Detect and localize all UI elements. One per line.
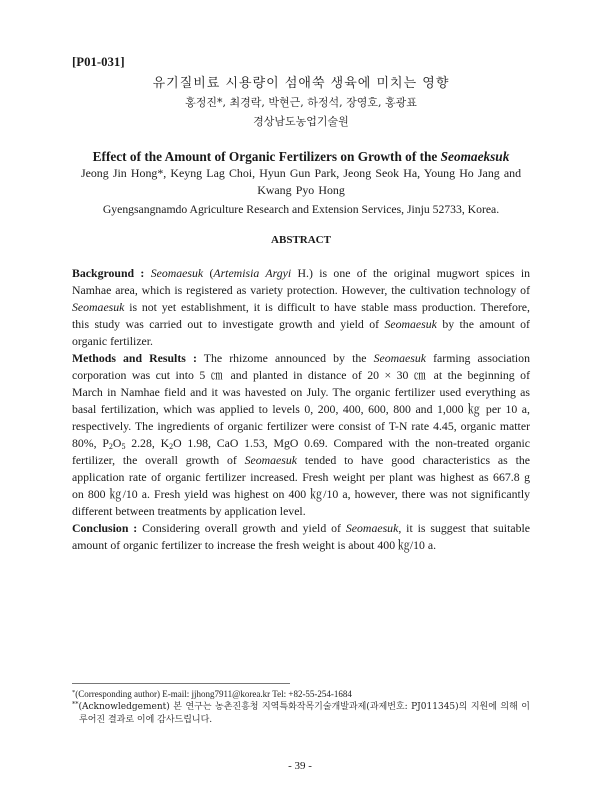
abstract-line xyxy=(72,282,530,299)
affiliation-korean: 경상남도농업기술원 xyxy=(253,115,349,128)
footnote-text: (Acknowledgement) 본 연구는 농촌진흥청 지역특화작목기술개발과제(과제번호: PJ011345)의 지원에 의해 이 xyxy=(78,702,530,712)
authors-english-line: Jeong Jin Hong*, Keyng Lag Choi, Hyun Gun Park, Jeong Seok Ha, Young Ho Jang and xyxy=(80,166,522,180)
abstract-text: application rate of organic fertilizer increased. Fresh weight per plant was highest as 667.8 g xyxy=(72,470,530,484)
abstract-text: tended to have good characteristics as the xyxy=(297,453,530,467)
abstract-line xyxy=(72,316,530,333)
subscript: 2 xyxy=(169,442,174,451)
title-korean: 유기질비료 시용량이 섬애쑥 생육에 미치는 영향 xyxy=(152,76,450,91)
abstract-text: on 800 ㎏/10 a. Fresh yield was highest on 400 ㎏/10 a, however, there was not significantly xyxy=(72,487,530,501)
footnote-mark: ** xyxy=(72,700,79,708)
abstract-line xyxy=(72,401,530,418)
abstract-line xyxy=(72,350,530,367)
abstract-line xyxy=(72,384,530,401)
abstract-text: respectively. The ingredients of organic fertilizer were consist of T-N rate 4.45, organic matter xyxy=(72,419,530,433)
abstract-line xyxy=(72,333,530,350)
abstract-line xyxy=(72,537,530,554)
abstract-text: O xyxy=(112,436,122,450)
abstract-text: 80%, P xyxy=(72,436,109,450)
abstract-line xyxy=(72,435,530,452)
abstract-text: is not yet establishment, it is difficult to have stable mass production. Therefore, xyxy=(124,300,530,314)
footnote-line xyxy=(72,701,530,714)
abstract-line xyxy=(72,486,530,503)
abstract-text: by the amount of xyxy=(436,317,530,331)
authors-english xyxy=(72,165,530,199)
paper-code: [P01-031] xyxy=(72,55,125,69)
footnote-corresponding-author xyxy=(72,688,530,701)
title-english-main: Effect of the Amount of Organic Fertilizers on Growth of the xyxy=(92,149,441,164)
abstract-text: this study was carried out to investigate growth and yield of xyxy=(72,317,385,331)
footnote-text: (Corresponding author) E-mail: jjhong7911@korea.kr Tel: +82-55-254-1684 xyxy=(75,689,352,699)
abstract-text: March in Namhae field and it was havested on July. The organic fertilizer used everything as xyxy=(72,385,530,399)
abstract-line xyxy=(72,520,530,537)
subscript: 5 xyxy=(121,442,126,451)
abstract-line xyxy=(72,469,530,486)
italic-term: Seomaesuk xyxy=(384,317,437,331)
footnote-text: 루어진 결과로 이에 감사드립니다. xyxy=(79,715,213,725)
abstract-text: ( xyxy=(203,266,214,280)
title-english xyxy=(72,148,530,166)
background-label: Background : xyxy=(72,266,145,280)
abstract-text: basal fertilization, which was applied to levels 0, 200, 400, 600, 800 and 1,000 ㎏ per 10 a, xyxy=(72,402,530,416)
abstract-text: 2.28, K xyxy=(125,436,170,450)
italic-term: Seomaesuk xyxy=(72,300,125,314)
abstract-text: The rhizome announced by the xyxy=(203,351,374,365)
abstract-text: H.) is one of the original mugwort spices in xyxy=(291,266,530,280)
abstract-text: fertilizer, the overall growth of xyxy=(72,453,245,467)
authors-english-line: Kwang Pyo Hong xyxy=(257,183,345,197)
abstract-body xyxy=(72,265,530,554)
italic-term: Seomaesuk xyxy=(244,453,298,467)
methods-label: Methods and Results : xyxy=(72,351,197,365)
abstract-line xyxy=(72,418,530,435)
footnote-divider xyxy=(72,683,290,684)
abstract-text: farming association xyxy=(426,351,530,365)
abstract-line xyxy=(72,452,530,469)
abstract-line xyxy=(72,503,530,520)
affiliation-english: Gyengsangnamdo Agriculture Research and Extension Services, Jinju 52733, Korea. xyxy=(102,203,500,216)
footnote-mark: * xyxy=(72,689,76,696)
italic-term: Seomaesuk xyxy=(345,521,399,535)
page-number: - 39 - xyxy=(288,760,312,772)
abstract-line xyxy=(72,367,530,384)
abstract-text: Namhae area, which is registered as variety protection. However, the cultivation technology of xyxy=(72,283,530,297)
abstract-line xyxy=(72,299,530,316)
authors-korean: 홍정진*, 최경락, 박현근, 하정석, 장영호, 홍광표 xyxy=(185,96,417,109)
footnote-line xyxy=(72,714,530,727)
abstract-line xyxy=(72,265,530,282)
italic-term: Artemisia Argyi xyxy=(213,266,292,280)
abstract-text: O 1.98, CaO 1.53, MgO 0.69. Compared with the non-treated organic xyxy=(173,436,530,450)
abstract-text: , it is suggest that suitable xyxy=(398,521,530,535)
title-english-species: Seomaeksuk xyxy=(440,149,510,164)
abstract-text: organic fertilizer. xyxy=(72,334,154,348)
abstract-text: different between treatments by application level. xyxy=(72,504,306,518)
footnote-acknowledgement xyxy=(72,701,530,727)
italic-term: Seomaesuk xyxy=(150,266,204,280)
abstract-text: Considering overall growth and yield of xyxy=(142,521,346,535)
abstract-heading: ABSTRACT xyxy=(271,234,331,246)
conclusion-label: Conclusion : xyxy=(72,521,138,535)
abstract-text: corporation was cut into 5 ㎝ and planted in distance of 20 × 30 ㎝ at the beginning of xyxy=(72,368,530,382)
abstract-text: amount of organic fertilizer to increase the fresh weight is about 400 ㎏/10 a. xyxy=(72,538,437,552)
italic-term: Seomaesuk xyxy=(373,351,426,365)
subscript: 2 xyxy=(108,442,113,451)
